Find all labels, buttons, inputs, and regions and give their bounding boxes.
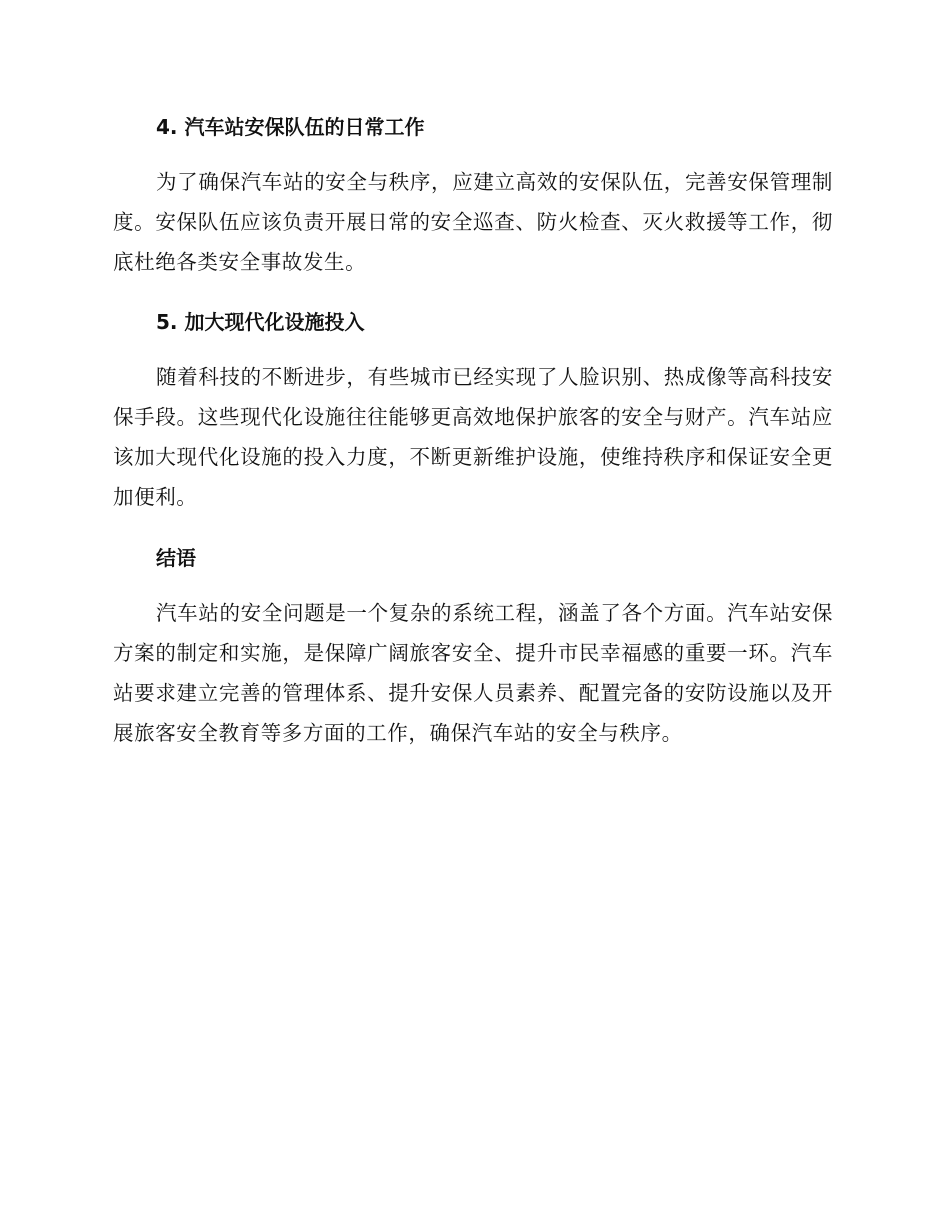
conclusion-body: 汽车站的安全问题是一个复杂的系统工程，涵盖了各个方面。汽车站安保方案的制定和实施，是保障广阔旅客安全、提升市民幸福感的重要一环。汽车站要求建立完善的管理体系、提升安保人员素养、配置完备的安防设施以及开展旅客安全教育等多方面的工作，确保汽车站的安全与秩序。 bbox=[113, 601, 833, 745]
section-body-5: 随着科技的不断进步，有些城市已经实现了人脸识别、热成像等高科技安保手段。这些现代化设施往往能够更高效地保护旅客的安全与财产。汽车站应该加大现代化设施的投入力度，不断更新维护设施，使维持秩序和保证安全更加便利。 bbox=[113, 365, 833, 509]
section-heading-5: 5. 加大现代化设施投入 bbox=[156, 310, 365, 334]
conclusion-heading: 结语 bbox=[156, 546, 196, 570]
section-body-4: 为了确保汽车站的安全与秩序，应建立高效的安保队伍，完善安保管理制度。安保队伍应该负责开展日常的安全巡查、防火检查、灭火救援等工作，彻底杜绝各类安全事故发生。 bbox=[113, 170, 833, 274]
section-heading-4: 4. 汽车站安保队伍的日常工作 bbox=[156, 115, 425, 139]
